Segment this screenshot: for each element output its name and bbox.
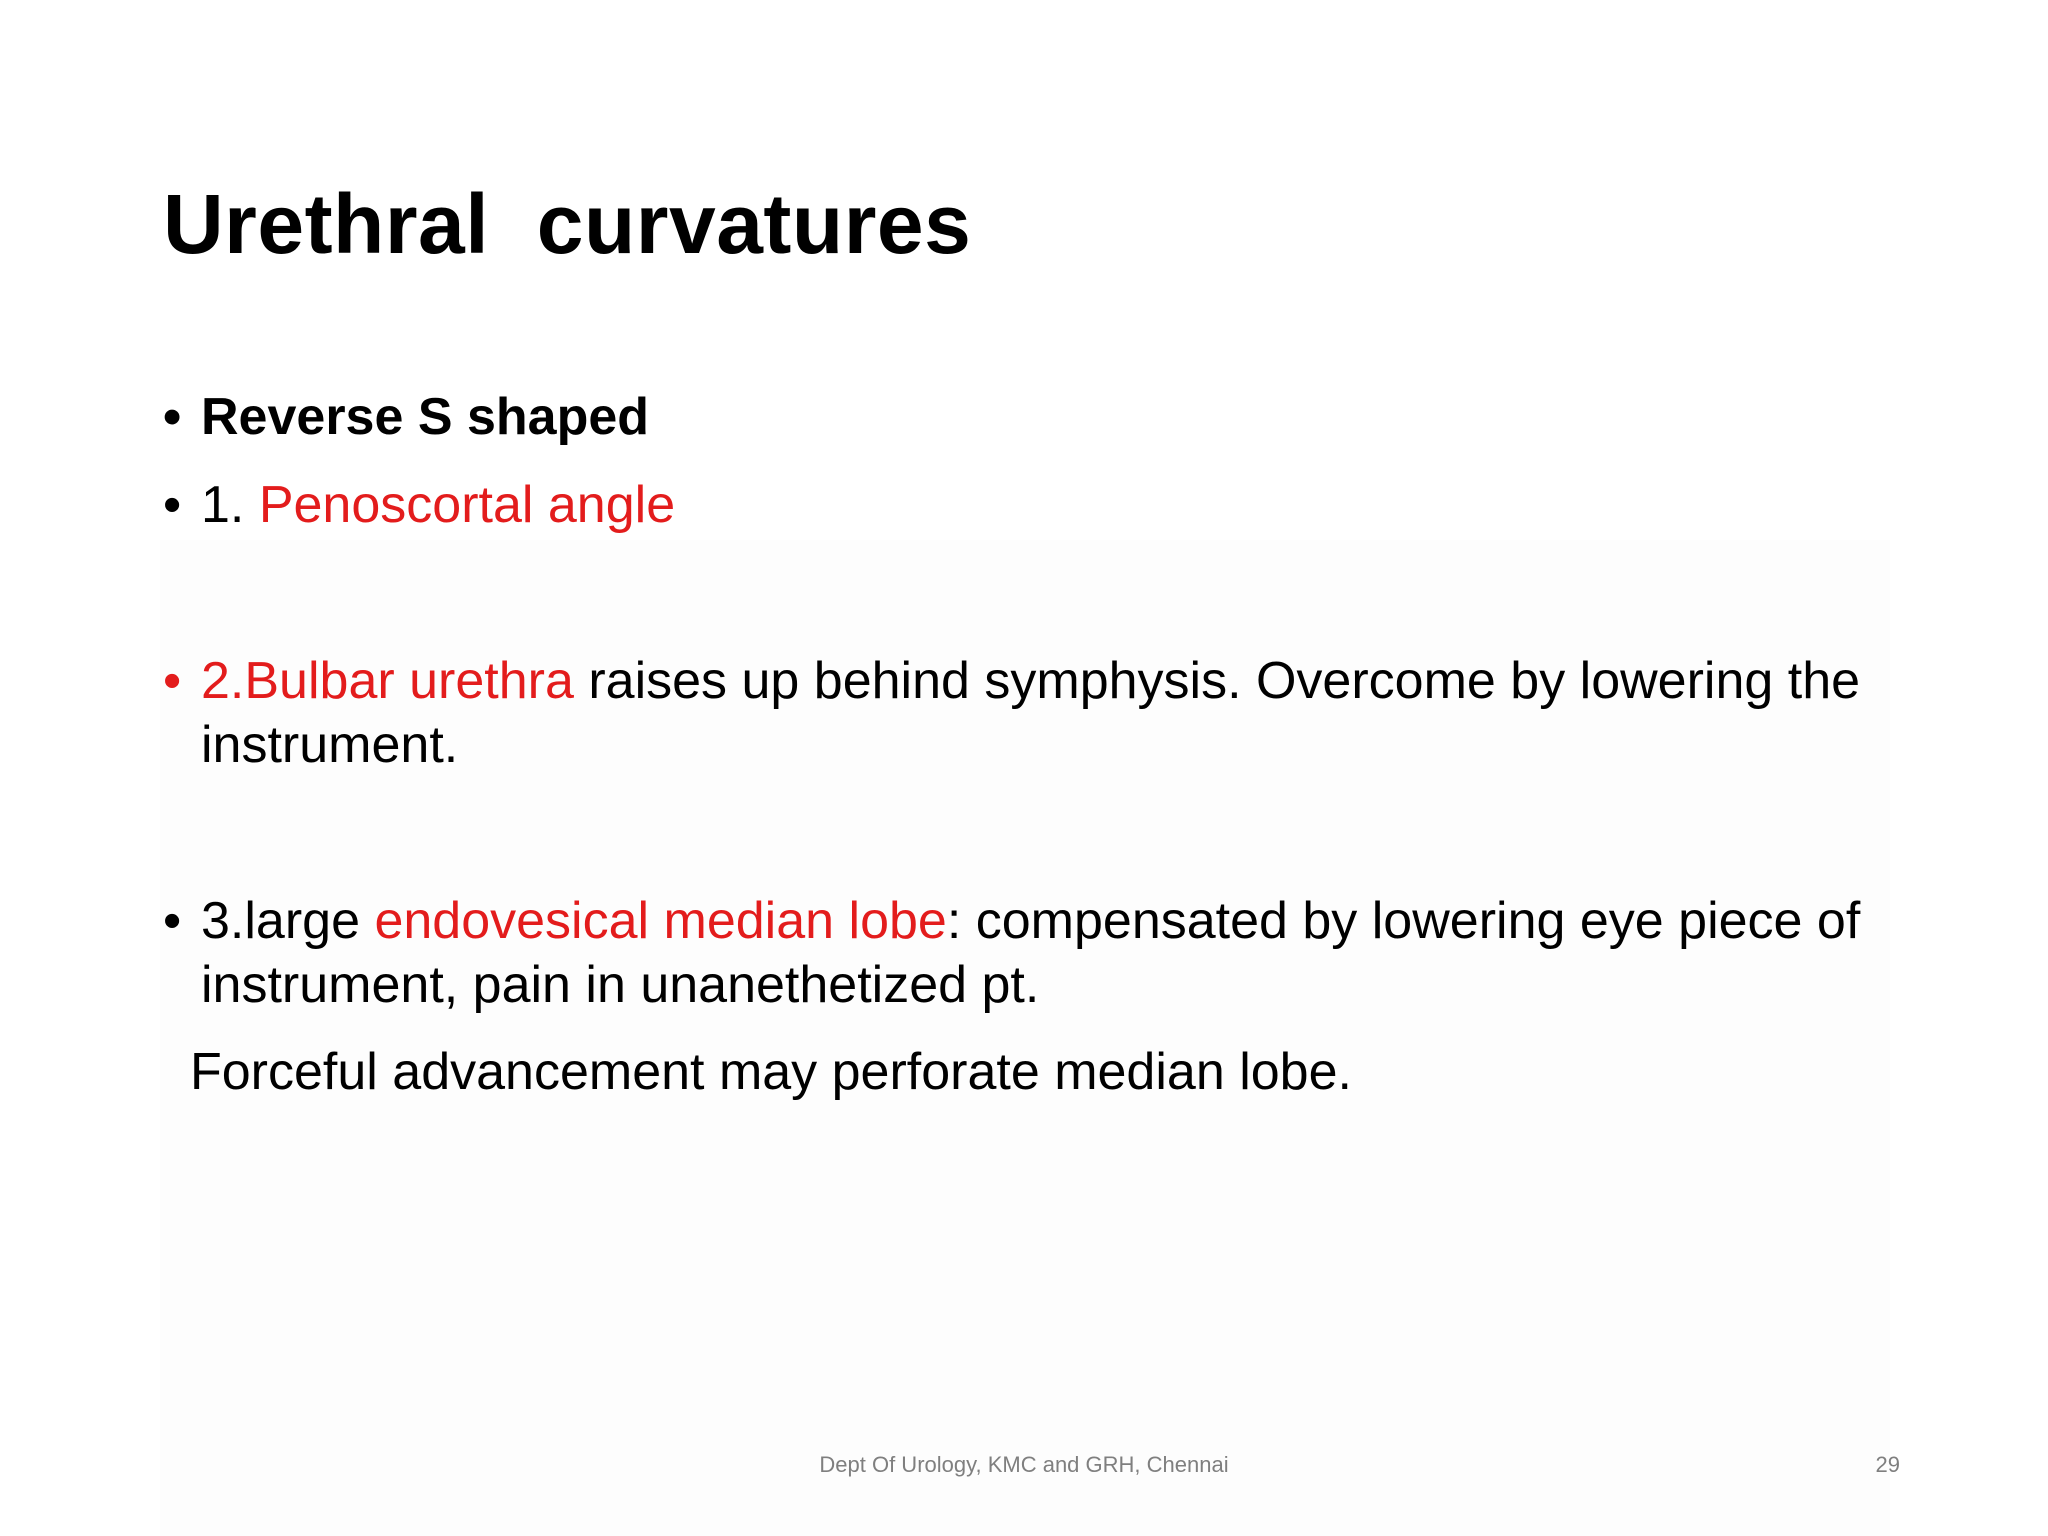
slide-footer: Dept Of Urology, KMC and GRH, Chennai xyxy=(819,1452,1229,1477)
bullet-highlight: Penoscortal angle xyxy=(258,476,676,534)
bullet-prefix: 3.large xyxy=(201,892,375,950)
bullet-dot: • xyxy=(163,476,182,534)
bullet-dot: • xyxy=(163,892,182,950)
bullet-item-bulbar-urethra xyxy=(163,649,1923,777)
bullet-dot: • xyxy=(163,388,182,446)
bullet-rest: raises up behind symphysis. Overcome by lowering the instrument. xyxy=(201,652,1861,774)
page-number: 29 xyxy=(1875,1452,1900,1477)
bullet-prefix: 1. xyxy=(201,476,259,534)
continuation-text: Forceful advancement may perforate median lobe. xyxy=(190,1043,1352,1101)
bullet-rest: : compensated by lowering eye piece of instrument, pain in unanethetized pt. xyxy=(201,892,1861,1014)
bullet-item-reverse-s xyxy=(163,385,1923,449)
bullet-text: Reverse S shaped xyxy=(201,388,650,446)
bullet-highlight: 2.Bulbar urethra xyxy=(201,652,574,710)
slide-title: Urethral curvatures xyxy=(163,177,972,271)
bullet-dot: • xyxy=(163,652,182,710)
bullet-list xyxy=(163,385,1923,1017)
bullet-highlight: endovesical median lobe xyxy=(374,892,947,950)
bullet-item-median-lobe xyxy=(163,889,1923,1017)
bullet-item-penoscrotal-angle xyxy=(163,473,1923,537)
